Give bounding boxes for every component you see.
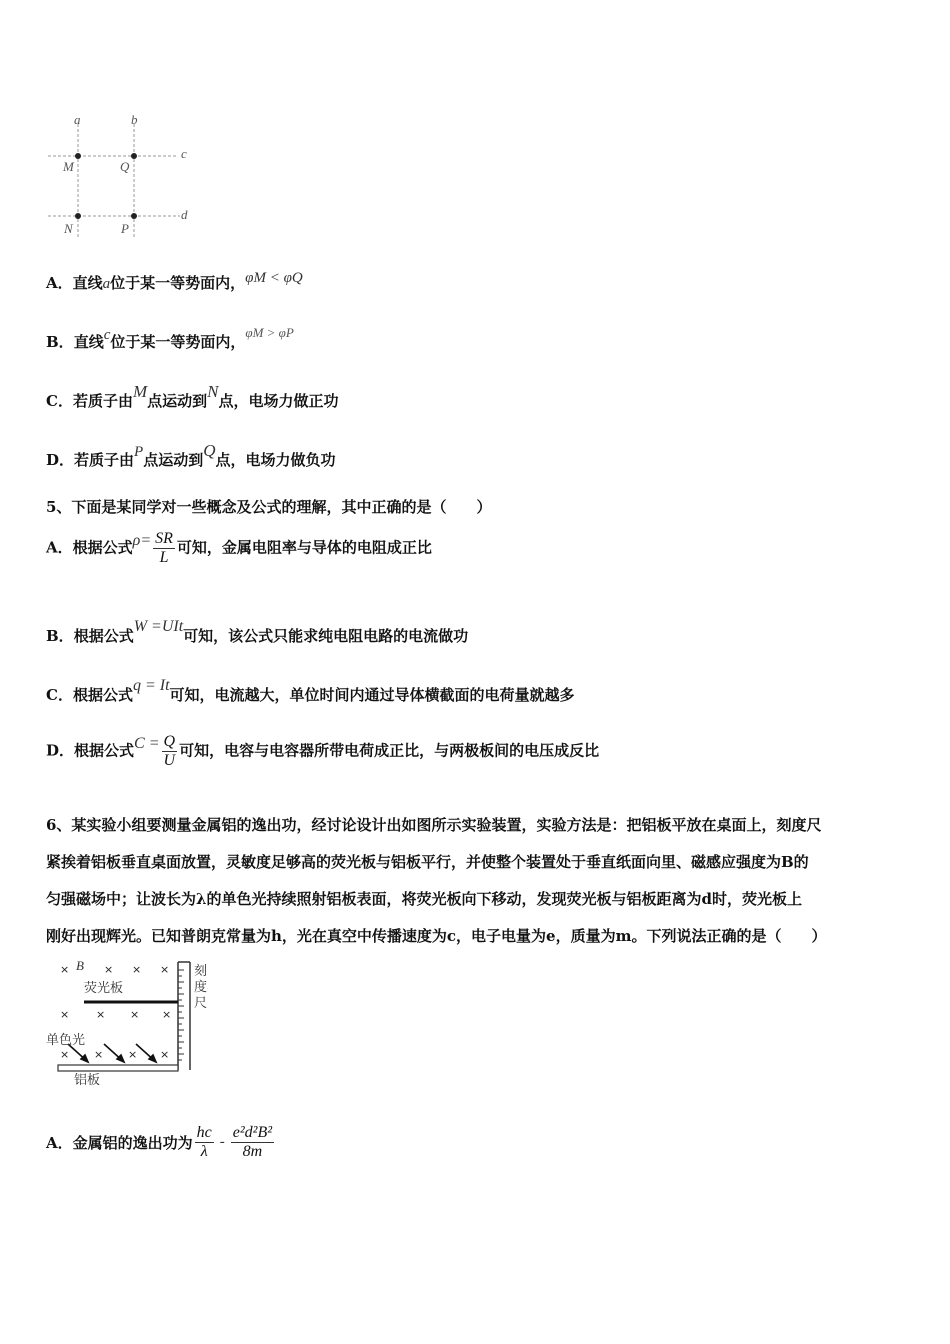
svg-text:×: ×: [60, 963, 70, 976]
label-point-Q: Q: [120, 159, 130, 174]
svg-text:×: ×: [162, 1008, 172, 1021]
q4-option-a[interactable]: A．直线a位于某一等势面内，φM < φQ: [46, 270, 303, 292]
screen-label: 荧光板: [84, 981, 124, 996]
label-line-d: d: [181, 207, 188, 222]
plate-label: 铝板: [74, 1073, 101, 1088]
svg-text:×: ×: [160, 963, 170, 976]
ruler-label-3: 尺: [194, 996, 208, 1011]
kinetic-energy-fraction: $\frac{\text{e²d²B²}}{8m}$: [232, 1124, 273, 1160]
q5-option-a[interactable]: A．根据公式ρ= $\frac{SR}{L}$ 可知，金属电阻率与导体的电阻成正比: [46, 530, 432, 566]
svg-text:×: ×: [60, 1008, 70, 1021]
q4-option-d[interactable]: D．若质子由P点运动到Q点，电场力做负功: [46, 441, 336, 469]
label-line-a: a: [74, 112, 81, 127]
label-line-b: b: [131, 112, 138, 127]
q4-option-b[interactable]: B．直线c位于某一等势面内，φM > φP: [46, 325, 294, 351]
q4-option-c[interactable]: C．若质子由M点运动到N点，电场力做正功: [46, 382, 339, 410]
photon-energy-fraction: $\frac{hc}{\lambda}$: [196, 1124, 212, 1160]
q5-option-c[interactable]: C．根据公式q = It可知，电流越大，单位时间内通过导体横截面的电荷量就越多: [46, 677, 575, 704]
svg-text:×: ×: [60, 1048, 70, 1061]
field-B-label: B: [76, 958, 84, 973]
q6-option-a[interactable]: A．金属铝的逸出功为 $\frac{hc}{\lambda}$ - $\frac{\text{e²d²B²}}{8m}$: [46, 1124, 273, 1160]
label-point-N: N: [64, 221, 73, 236]
ruler-label-1: 刻: [194, 964, 208, 979]
apparatus-figure: [54, 958, 212, 1084]
svg-text:×: ×: [104, 963, 114, 976]
label-point-P: P: [121, 221, 129, 236]
svg-text:×: ×: [132, 963, 142, 976]
q5-stem: 5、下面是某同学对一些概念及公式的理解，其中正确的是（ ）: [46, 498, 492, 516]
resistivity-fraction: $\frac{SR}{L}$: [155, 530, 173, 566]
svg-text:×: ×: [130, 1008, 140, 1021]
q6-stem: 6、某实验小组要测量金属铝的逸出功，经讨论设计出如图所示实验装置，实验方法是：把铝板平放在桌面上，刻度尺 紧挨着铝板垂直桌面放置，灵敏度足够高的荧光板与铝板平行，并使整个装置处于垂直纸面向里、磁感应强度为B的 匀强磁场中；让波长为λ的单色光持续照射铝板表面，将荧光板向下移动，发现荧光板与铝板距离为d时，荧光板上 刚好出现辉光。已知普朗克常量为h，光在真空中传播速度为c，电子电量为e，质量为m。下列说法正确的是（ ）: [46, 816, 827, 945]
label-point-M: M: [63, 159, 74, 174]
ruler-label-2: 度: [194, 980, 208, 995]
light-label: 单色光: [46, 1033, 86, 1048]
svg-text:×: ×: [128, 1048, 138, 1061]
svg-text:×: ×: [160, 1048, 170, 1061]
label-line-c: c: [181, 146, 187, 161]
q5-option-b[interactable]: B．根据公式W =UIt可知，该公式只能求纯电阻电路的电流做功: [46, 618, 469, 645]
q5-option-d[interactable]: D．根据公式C = $\frac{Q}{U}$ 可知，电容与电容器所带电荷成正比，与两极板间的电压成反比: [46, 733, 600, 769]
capacitance-fraction: $\frac{Q}{U}$: [163, 733, 176, 769]
svg-text:×: ×: [94, 1048, 104, 1061]
svg-text:×: ×: [96, 1008, 106, 1021]
